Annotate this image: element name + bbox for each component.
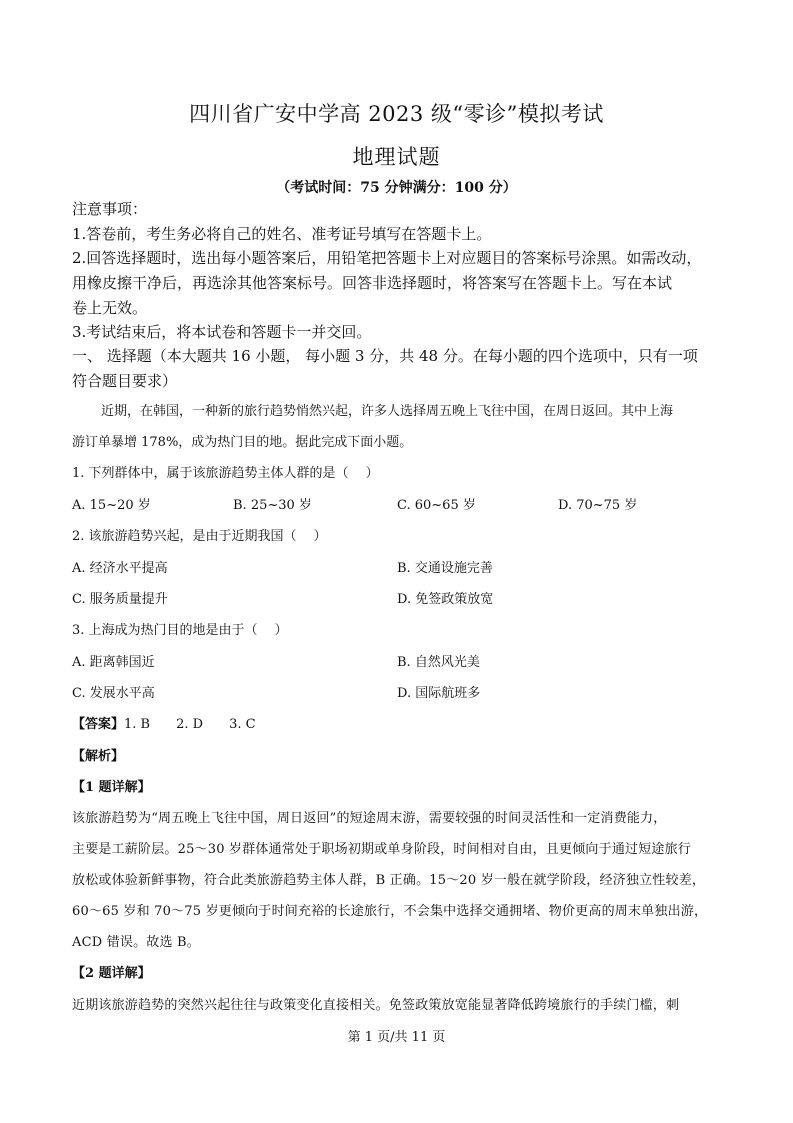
detail-1-line-3: 放松或体验新鲜事物，符合此类旅游趋势主体人群，B 正确。15～20 岁一般在就学阶段，经济独立性较差， (72, 873, 706, 888)
question-3-option-a: A. 距离韩国近 (72, 655, 155, 670)
section-heading-line-2: 符合题目要求） (72, 372, 178, 390)
passage-line-2: 游订单暴增 178%，成为热门目的地。据此完成下面小题。 (72, 435, 413, 450)
question-1-stem: 1. 下列群体中，属于该旅游趋势主体人群的是（ ） (72, 466, 379, 481)
question-2-option-a: A. 经济水平提高 (72, 561, 168, 576)
question-1-option-b: B. 25~30 岁 (233, 498, 312, 513)
page-footer: 第 1 页/共 11 页 (347, 1030, 446, 1045)
question-1-option-c: C. 60~65 岁 (397, 498, 476, 513)
notice-item-2-line-1: 2.回答选择题时，选出每小题答案后，用铅笔把答题卡上对应题目的答案标号涂黑。如需改动， (72, 249, 702, 267)
analysis-heading: 【解析】 (72, 749, 125, 764)
question-2-option-c: C. 服务质量提升 (72, 592, 168, 607)
notice-item-2-line-2: 用橡皮擦干净后，再选涂其他答案标号。回答非选择题时，将答案写在答题卡上。写在本试 (72, 274, 673, 292)
detail-2-line-1: 近期该旅游趋势的突然兴起往往与政策变化直接相关。免签政策放宽能显著降低跨境旅行的手续门槛，刺 (72, 998, 680, 1013)
notice-item-1: 1.答卷前，考生务必将自己的姓名、准考证号填写在答题卡上。 (72, 225, 492, 243)
notice-heading: 注意事项： (72, 200, 148, 218)
notice-item-2-line-3: 卷上无效。 (72, 299, 148, 317)
detail-1-heading: 【1 题详解】 (72, 780, 151, 795)
question-1-option-d: D. 70~75 岁 (558, 498, 638, 513)
passage-line-1: 近期，在韩国，一种新的旅行趋势悄然兴起，许多人选择周五晚上飞往中国，在周日返回。其中上海 (101, 404, 674, 419)
detail-2-heading: 【2 题详解】 (72, 966, 151, 981)
question-3-option-d: D. 国际航班多 (397, 686, 481, 701)
question-2-option-b: B. 交通设施完善 (397, 561, 493, 576)
question-3-option-c: C. 发展水平高 (72, 686, 155, 701)
answer-line (72, 713, 256, 732)
exam-title: 四川省广安中学高 2023 级“零诊”模拟考试 (189, 102, 604, 126)
answer-values: 1. B 2. D 3. C (124, 717, 256, 732)
detail-1-line-1: 该旅游趋势为“周五晚上飞往中国，周日返回”的短途周末游，需要较强的时间灵活性和一定消费能力， (72, 811, 667, 826)
detail-1-line-2: 主要是工薪阶层。25～30 岁群体通常处于职场初期或单身阶段，时间相对自由，且更倾向于通过短途旅行 (72, 842, 692, 857)
question-3-stem: 3. 上海成为热门目的地是由于（ ） (72, 623, 288, 638)
question-2-stem: 2. 该旅游趋势兴起，是由于近期我国（ ） (72, 529, 327, 544)
answer-tag: 【答案】 (72, 717, 125, 732)
notice-item-3: 3.考试结束后，将本试卷和答题卡一并交回。 (72, 323, 372, 341)
detail-1-line-5: ACD 错误。故选 B。 (72, 935, 200, 950)
question-1-option-a: A. 15~20 岁 (72, 498, 151, 513)
exam-subject: 地理试题 (352, 145, 441, 169)
detail-1-line-4: 60～65 岁和 70～75 岁更倾向于时间充裕的长途旅行，不会集中选择交通拥堵、物价更高的周末单独出游， (72, 904, 708, 919)
exam-time-info: （考试时间：75 分钟满分：100 分） (276, 180, 517, 196)
question-2-option-d: D. 免签政策放宽 (397, 592, 494, 607)
section-heading-line-1: 一、 选择题（本大题共 16 小题， 每小题 3 分，共 48 分。在每小题的四个选项中，只有一项 (72, 347, 698, 365)
question-3-option-b: B. 自然风光美 (397, 655, 480, 670)
